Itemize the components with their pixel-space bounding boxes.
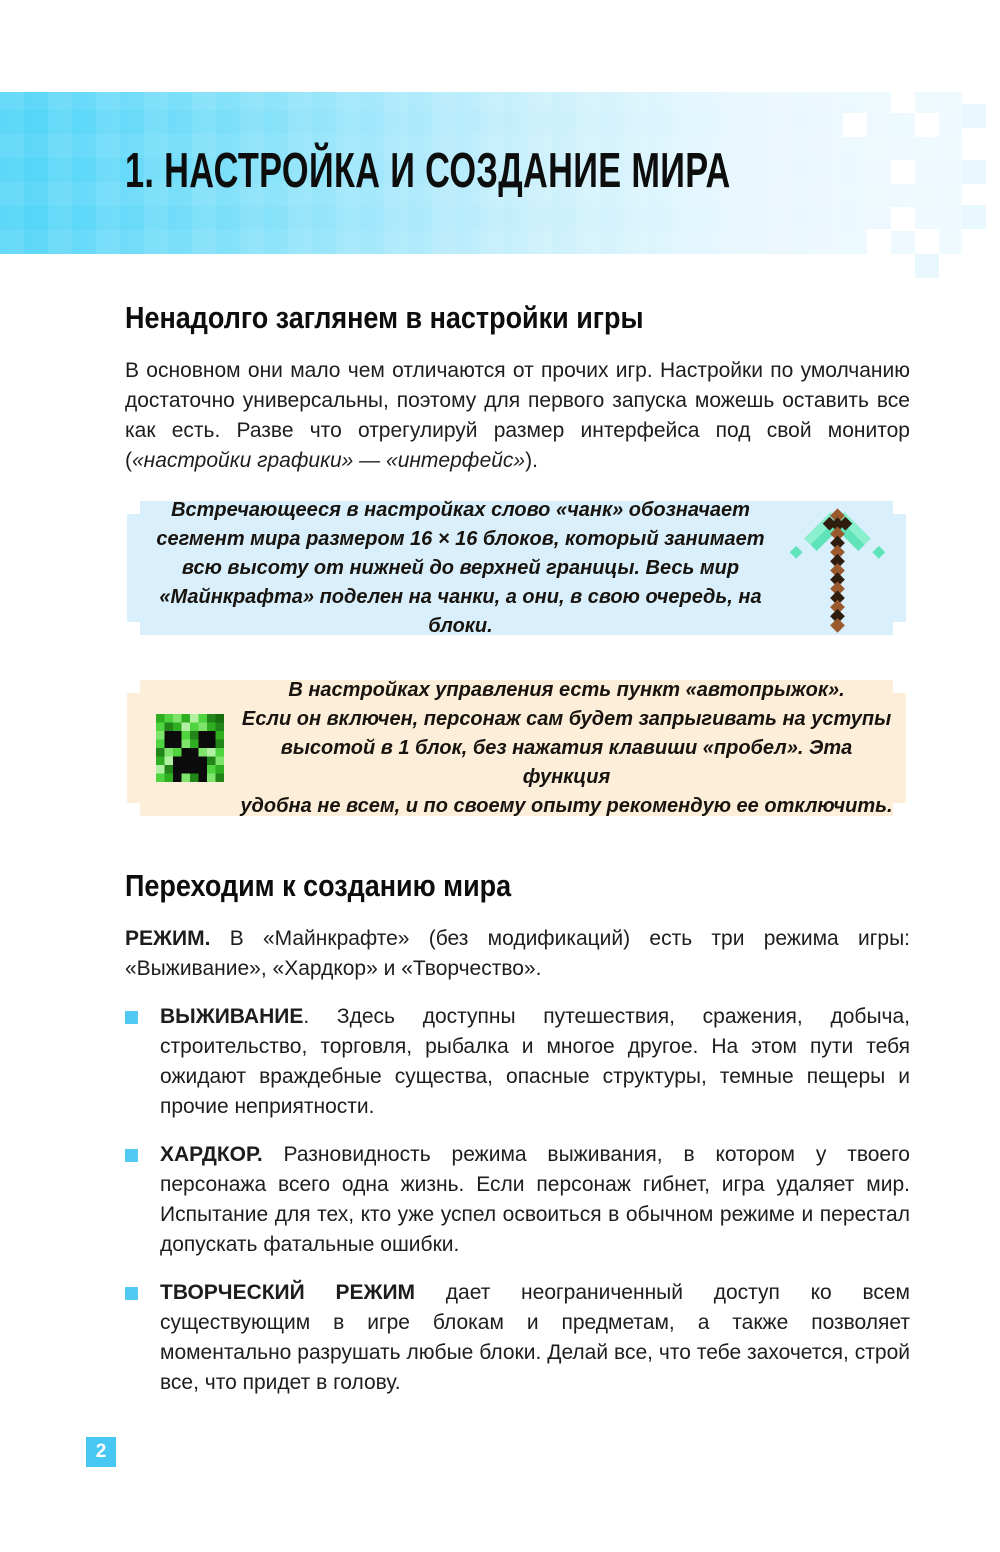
- mode-description: . Здесь доступны путешествия, сражения, добыча, строительство, торговля, рыбалка и многое другое. На этом пути тебя ожидают враждебные существа, опасные структуры, темные пещеры и прочие неприятности.: [160, 1005, 910, 1118]
- list-item-text: [160, 1140, 910, 1260]
- callout-line: сегмент мира размером 16 × 16 блоков, который занимает: [156, 527, 765, 550]
- settings-paragraph-text: В основном они мало чем отличаются от прочих игр. Настройки по умолчанию достаточно универсальны, поэтому для первого запуска можешь оставить все как есть. Разве что отрегулируй размер интерфейса под свой монитор (: [125, 359, 910, 472]
- diamond-pickaxe-icon: [781, 503, 893, 633]
- callout-autojump-text: [240, 676, 893, 821]
- list-item-text: [160, 1002, 910, 1122]
- mode-description: Разновидность режима выживания, в котором у твоего персонажа всего одна жизнь. Если персонаж гибнет, игра удаляет мир. Испытание для тех, кто уже успел освоиться в обычном режиме и перестал допускать фатальные ошибки.: [160, 1143, 910, 1256]
- callout-line: всю высоту от нижней до верхней границы. Весь мир: [181, 556, 740, 579]
- mode-intro-label: РЕЖИМ.: [125, 927, 211, 950]
- pixel-decoration: [915, 254, 939, 278]
- settings-paragraph-italic: «настройки графики» — «интерфейс»: [132, 449, 526, 472]
- pixel-decoration: [915, 113, 939, 137]
- pixel-decoration: [962, 160, 986, 184]
- pixel-decoration: [867, 229, 891, 254]
- creeper-face-icon: [140, 714, 240, 782]
- pixel-decoration: [962, 104, 986, 128]
- callout-line: Встречающееся в настройках слово «чанк» обозначает: [171, 498, 750, 521]
- mode-intro-paragraph: [125, 924, 910, 984]
- pixel-decoration: [962, 205, 986, 229]
- list-item-hardcore: [125, 1140, 910, 1260]
- chapter-header-band: [0, 92, 962, 254]
- mode-label: ХАРДКОР.: [160, 1143, 263, 1166]
- mode-description: дает неограниченный доступ ко всем существующим в игре блокам и предметам, а также позволяет моментально разрушать любые блоки. Делай все, что тебе захочется, строй все, что придет в голову.: [160, 1281, 910, 1394]
- callout-line: В настройках управления есть пункт «автопрыжок».: [288, 678, 845, 701]
- square-bullet-icon: [125, 1287, 138, 1300]
- pixel-decoration: [891, 92, 915, 113]
- square-bullet-icon: [125, 1149, 138, 1162]
- settings-paragraph: [125, 356, 910, 476]
- square-bullet-icon: [125, 1011, 138, 1024]
- page-content: [0, 300, 1000, 1416]
- callout-line: «Майнкрафта» поделен на чанки, а они, в свою очередь, на блоки.: [159, 585, 762, 637]
- callout-line: удобна не всем, и по своему опыту рекомендую ее отключить.: [240, 794, 893, 817]
- section-heading-world: Переходим к созданию мира: [125, 868, 512, 903]
- callout-autojump-note: [140, 680, 893, 816]
- list-item-survival: [125, 1002, 910, 1122]
- pixel-decoration: [843, 113, 867, 137]
- mode-label: ТВОРЧЕСКИЙ РЕЖИМ: [160, 1281, 416, 1304]
- pixel-decoration: [915, 229, 939, 254]
- list-item-text: [160, 1278, 910, 1398]
- callout-line: высотой в 1 блок, без нажатия клавиши «пробел». Эта функция: [280, 736, 853, 788]
- pixel-decoration: [891, 160, 915, 184]
- chapter-title: 1. НАСТРОЙКА И СОЗДАНИЕ МИРА: [125, 143, 731, 198]
- mode-label: ВЫЖИВАНИЕ: [160, 1005, 304, 1028]
- settings-paragraph-end: ).: [525, 449, 538, 472]
- pixel-decoration: [891, 207, 915, 231]
- list-item-creative: [125, 1278, 910, 1398]
- callout-chunk-text: [140, 496, 781, 641]
- page-number: 2: [95, 1441, 107, 1462]
- mode-intro-text: В «Майнкрафте» (без модификаций) есть три режима игры: «Выживание», «Хардкор» и «Творчество».: [125, 927, 910, 980]
- callout-line: Если он включен, персонаж сам будет запрыгивать на уступы: [241, 707, 892, 730]
- page-number-badge: [86, 1437, 116, 1467]
- callout-chunk-note: [140, 498, 893, 637]
- mode-list: [125, 1002, 910, 1398]
- section-heading-settings: Ненадолго заглянем в настройки игры: [125, 300, 644, 335]
